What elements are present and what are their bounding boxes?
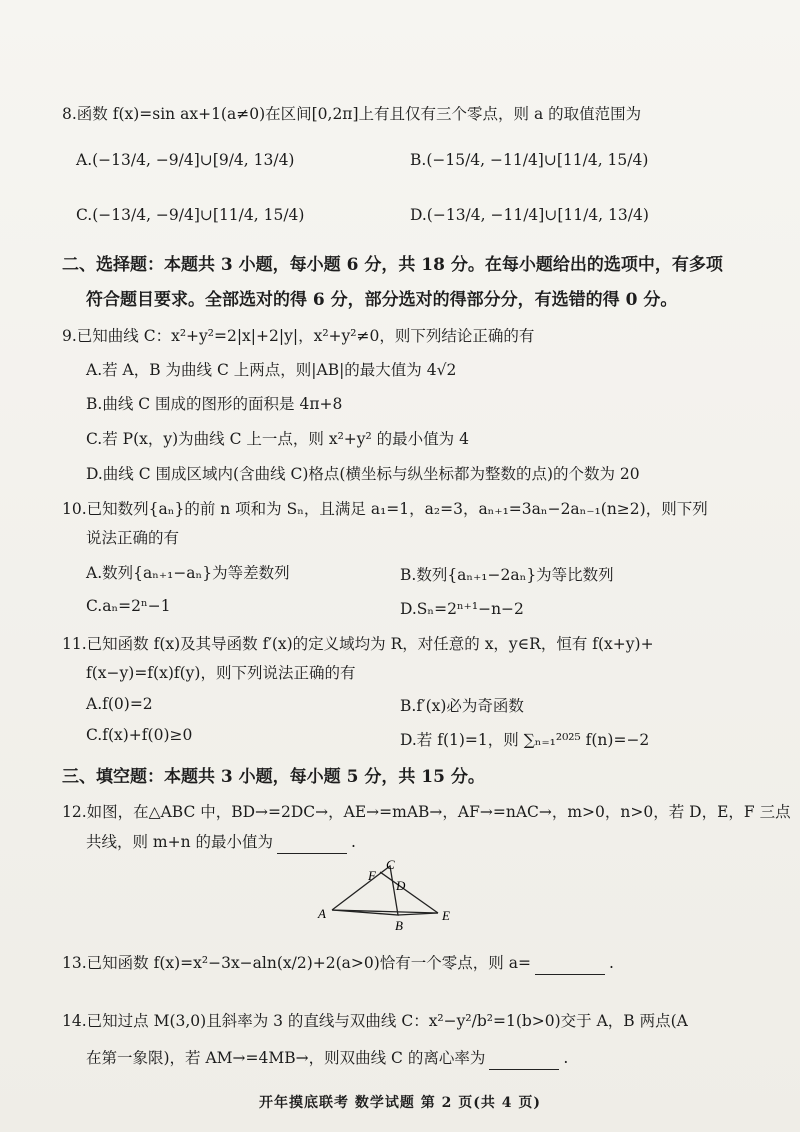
q9-option-b: B.曲线 C 围成的图形的面积是 4π+8 (86, 395, 343, 413)
triangle-figure (310, 858, 470, 936)
label-b: B (395, 918, 403, 933)
q10-option-c: C.aₙ=2ⁿ−1 (86, 597, 171, 615)
q12-stem-text: 共线，则 m+n 的最小值为 (86, 833, 274, 851)
label-a: A (318, 906, 326, 921)
q8-option-d: D.(−13/4, −11/4]∪[11/4, 13/4) (410, 206, 649, 224)
q12-answer-blank[interactable] (277, 835, 347, 854)
q9-option-a: A.若 A，B 为曲线 C 上两点，则|AB|的最大值为 4√2 (86, 361, 457, 379)
q8-option-b: B.(−15/4, −11/4]∪[11/4, 15/4) (410, 151, 649, 169)
q9-option-c: C.若 P(x，y)为曲线 C 上一点，则 x²+y² 的最小值为 4 (86, 430, 469, 448)
q9-stem: 9.已知曲线 C：x²+y²=2|x|+2|y|，x²+y²≠0，则下列结论正确的有 (62, 327, 535, 345)
q14-stem-text: 在第一象限)，若 AM→=4MB→，则双曲线 C 的离心率为 (86, 1049, 486, 1067)
q11-stem-line2: f(x−y)=f(x)f(y)，则下列说法正确的有 (86, 664, 356, 682)
label-f: F (368, 868, 376, 883)
q14-stem-end: . (563, 1049, 569, 1067)
q14-stem-line1: 14.已知过点 M(3,0)且斜率为 3 的直线与双曲线 C：x²−y²/b²=1(b>0)交于 A，B 两点(A (62, 1012, 688, 1030)
section3-heading: 三、填空题：本题共 3 小题，每小题 5 分，共 15 分。 (62, 767, 485, 787)
q10-stem-line1: 10.已知数列{aₙ}的前 n 项和为 Sₙ，且满足 a₁=1，a₂=3，aₙ₊₁=3aₙ−2aₙ₋₁(n≥2)，则下列 (62, 500, 708, 518)
q13-answer-blank[interactable] (535, 956, 605, 975)
q9-option-d: D.曲线 C 围成区域内(含曲线 C)格点(横坐标与纵坐标都为整数的点)的个数为 20 (86, 465, 640, 483)
q8-stem: 8.函数 f(x)=sin ax+1(a≠0)在区间[0,2π]上有且仅有三个零点，则 a 的取值范围为 (62, 105, 642, 123)
label-d: D (396, 878, 406, 893)
q11-option-c: C.f(x)+f(0)≥0 (86, 726, 193, 744)
q11-option-a: A.f(0)=2 (86, 695, 153, 713)
section2-heading-line2: 符合题目要求。全部选对的得 6 分，部分选对的得部分分，有选错的得 0 分。 (86, 290, 678, 310)
triangle-abc (332, 866, 398, 915)
page-footer: 开年摸底联考 数学试题 第 2 页(共 4 页) (259, 1095, 541, 1111)
q14-stem-line2 (86, 1046, 760, 1070)
q8-option-a: A.(−13/4, −9/4]∪[9/4, 13/4) (76, 151, 295, 169)
q11-stem-line1: 11.已知函数 f(x)及其导函数 f′(x)的定义域均为 R，对任意的 x，y∈R，恒有 f(x+y)+ (62, 635, 654, 653)
q10-option-a: A.数列{aₙ₊₁−aₙ}为等差数列 (86, 564, 290, 582)
q10-option-d: D.Sₙ=2ⁿ⁺¹−n−2 (400, 600, 524, 618)
label-e: E (442, 908, 450, 923)
q13-stem-line (62, 951, 760, 975)
q12-stem-end: . (351, 833, 356, 851)
q11-option-d: D.若 f(1)=1，则 ∑ₙ₌₁²⁰²⁵ f(n)=−2 (400, 731, 650, 749)
q13-stem-end: . (608, 954, 614, 972)
q13-stem-text: 13.已知函数 f(x)=x²−3x−aln(x/2)+2(a>0)恰有一个零点，则 a= (62, 954, 531, 972)
q14-answer-blank[interactable] (489, 1051, 559, 1070)
q12-stem-line2 (86, 830, 760, 854)
segment-fe (380, 872, 438, 913)
label-c: C (386, 858, 395, 872)
q10-stem-line2: 说法正确的有 (86, 529, 180, 547)
q11-option-b: B.f′(x)必为奇函数 (400, 697, 524, 715)
q10-option-b: B.数列{aₙ₊₁−2aₙ}为等比数列 (400, 566, 614, 584)
q8-option-c: C.(−13/4, −9/4]∪[11/4, 15/4) (76, 206, 305, 224)
q12-stem-line1: 12.如图，在△ABC 中，BD→=2DC→，AE→=mAB→，AF→=nAC→，m>0，n>0，若 D，E，F 三点 (62, 803, 791, 821)
section2-heading-line1: 二、选择题：本题共 3 小题，每小题 6 分，共 18 分。在每小题给出的选项中，有多项 (62, 255, 723, 275)
